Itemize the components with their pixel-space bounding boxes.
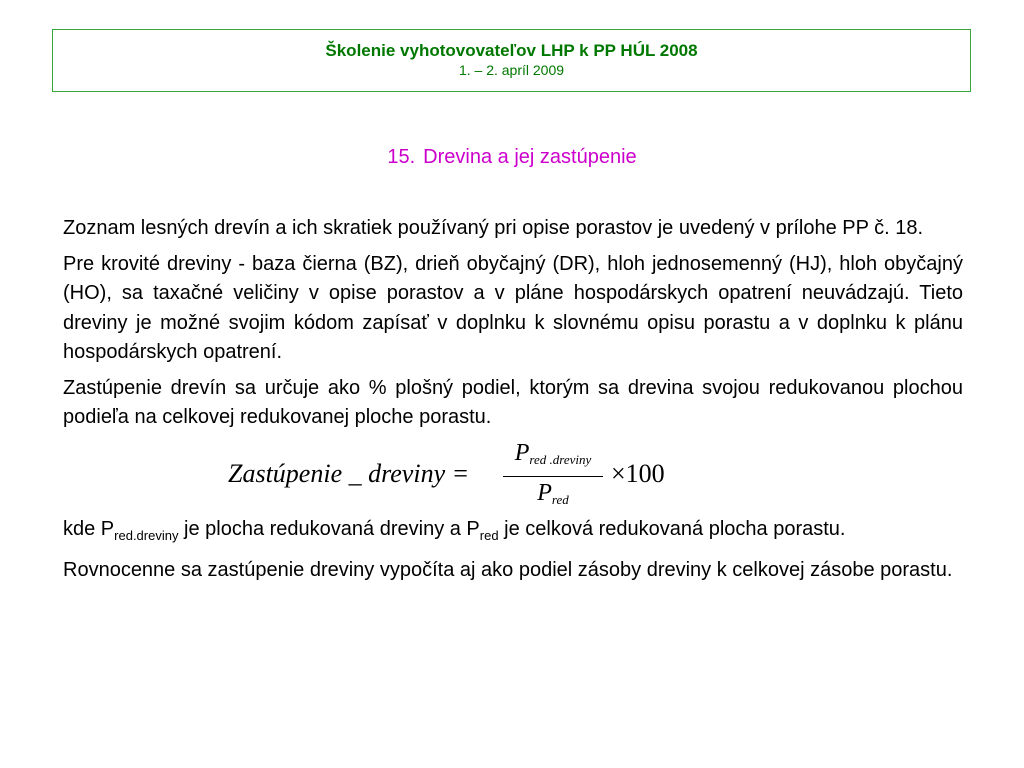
formula-rhs: ×100 (611, 458, 665, 488)
formula-lhs: Zastúpenie _ dreviny = (228, 458, 470, 488)
paragraph-representation: Zastúpenie drevín sa určuje ako % plošný podiel, ktorým sa drevina svojou redukovanou plochou podieľa na celkovej redukovanej ploche porastu. (63, 376, 963, 428)
explanation-text-a: kde P (63, 517, 115, 540)
explanation-text-c: je celková redukovaná plocha porastu. (498, 517, 846, 540)
formula-den-main: P (537, 479, 552, 506)
formula-num-sub: red .dreviny (529, 451, 592, 467)
section-title-text: Drevina a jej zastúpenie (423, 146, 637, 168)
section-title (0, 145, 1024, 169)
header-box (52, 29, 971, 92)
fraction-bar (503, 476, 603, 477)
formula-numerator (503, 439, 603, 474)
formula-den-sub: red (551, 491, 569, 507)
explanation-text-b: je plocha redukovaná dreviny a P (178, 517, 480, 540)
header-date: 1. – 2. apríl 2009 (458, 62, 565, 78)
formula-denominator (503, 479, 603, 514)
explanation-sub-2: red (479, 527, 499, 543)
section-number: 15. (387, 146, 416, 168)
formula (63, 439, 963, 515)
paragraph-shrubs: Pre krovité dreviny - baza čierna (BZ), drieň obyčajný (DR), hloh jednosemenný (HJ), hloh obyčajný (HO), sa taxačné veličiny v opise porastov a v pláne hospodárskych opatrení neuvádzajú. Tieto dreviny je možné svojim kódom zapísať v doplnku k slovnému opisu porastu a v doplnku k plánu hospodárskych opatrení. (63, 252, 963, 363)
header-title: Školenie vyhotovovateľov LHP k PP HÚL 2008 (325, 41, 698, 60)
paragraph-species-list: Zoznam lesných drevín a ich skratiek používaný pri opise porastov je uvedený v prílohe PP č. 18. (63, 217, 924, 239)
content-body (63, 214, 963, 592)
explanation-sub-1: red.dreviny (114, 527, 179, 543)
paragraph-formula-explanation (63, 515, 963, 551)
formula-fraction (503, 439, 603, 514)
paragraph-volume: Rovnocenne sa zastúpenie dreviny vypočíta aj ako podiel zásoby dreviny k celkovej zásobe porastu. (63, 559, 953, 581)
formula-num-main: P (514, 439, 530, 466)
